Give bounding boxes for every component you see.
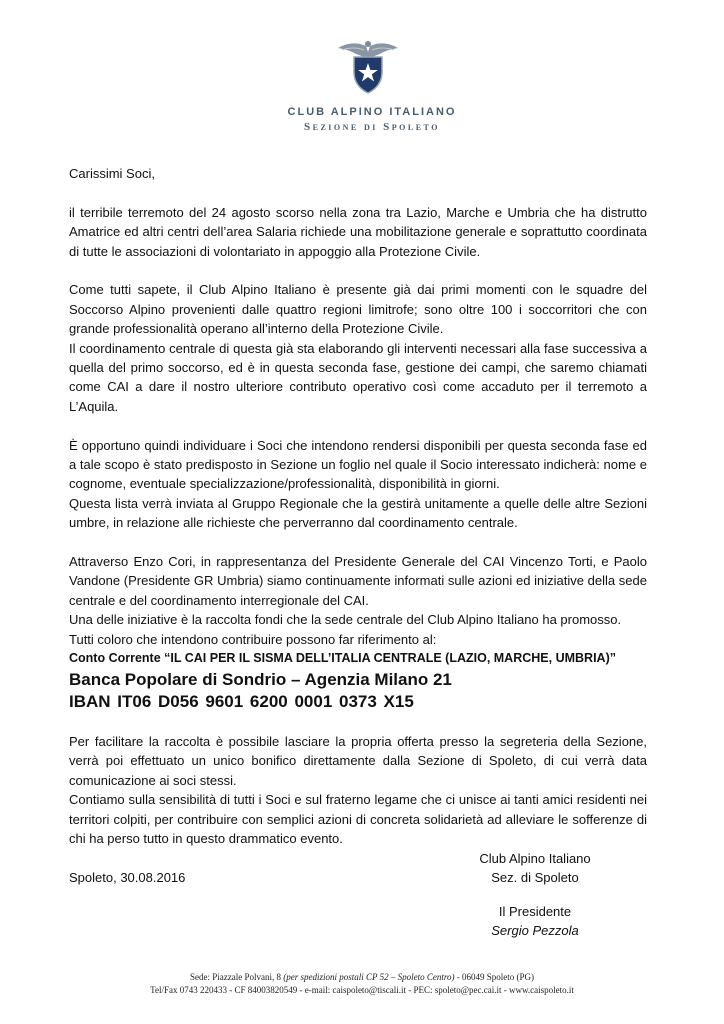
letter-body <box>69 164 647 887</box>
signature-section: Sez. di Spoleto <box>491 870 579 885</box>
footer <box>0 971 724 997</box>
footer-address: Sede: Piazzale Polvani, 8 (per spedizioni postali CP 52 – Spoleto Centro) - 06049 Spoleto (PG) <box>190 972 534 982</box>
bank-name: Banca Popolare di Sondrio – Agenzia Milano 21 <box>69 669 452 689</box>
paragraph-fundraising: Una delle iniziative è la raccolta fondi che la sede centrale del Club Alpino Italiano ha promosso. <box>69 612 622 628</box>
signature-role: Il Presidente <box>498 904 572 919</box>
cai-logo-icon <box>336 38 400 96</box>
bank-account-title: Conto Corrente “IL CAI PER IL SISMA DELL’ITALIA CENTRALE (LAZIO, MARCHE, UMBRIA)” <box>69 651 616 666</box>
paragraph-list: Questa lista verrà inviata al Gruppo Regionale che la gestirà unitamente a quelle delle altre Sezioni umbre, in relazione alle richieste che perverranno dal coordinamento centrale. <box>69 495 647 531</box>
organization-section: Sezione di Spoleto <box>304 121 440 133</box>
paragraph-cai-presence: Come tutti sapete, il Club Alpino Italiano è presente già dai primi momenti con le squadre del Soccorso Alpino provenienti dalle quattro regioni limitrofe; sono oltre 100 i soccorritori che con grande professionalità operano all’interno della Protezione Civile. <box>69 282 647 337</box>
paragraph-coordination: Il coordinamento centrale di questa già sta elaborando gli interventi necessari alla fase successiva a quella del primo soccorso, ed è in questa seconda fase, gestione dei campi, che saremo chiamati come CAI a dare il nostro ulteriore contributo operativo così come accaduto per il terremoto a L’Aquila. <box>69 340 647 414</box>
footer-contacts: Tel/Fax 0743 220433 - CF 84003820549 - e-mail: caispoleto@tiscali.it - PEC: spoleto@pec.cai.it - www.caispoleto.it <box>150 985 574 995</box>
paragraph-earthquake: il terribile terremoto del 24 agosto scorso nella zona tra Lazio, Marche e Umbria che ha distrutto Amatrice ed altri centri dell’area Salaria richiede una mobilitazione generale e soprattutto coordinata di tutte le associazioni di volontariato in appoggio alla Protezione Civile. <box>69 204 647 259</box>
paragraph-solidarity: Contiamo sulla sensibilità di tutti i Soci e sul fraterno legame che ci unisce ai tanti amici residenti nei territori colpiti, per contribuire con semplici azioni di concreta solidarietà ad alleviare le sofferenze di chi ha perso tutto in questo drammatico evento. <box>69 792 647 846</box>
paragraph-reference: Tutti coloro che intendono contribuire possono far riferimento al: <box>69 631 437 647</box>
signature-name: Sergio Pezzola <box>491 923 579 938</box>
paragraph-donation: Per facilitare la raccolta è possibile lasciare la propria offerta presso la segreteria della Sezione, verrà poi effettuato un unico bonifico direttamente dalla Sezione di Spoleto, di cui verrà data comunicazione ai soci stessi. <box>69 733 647 788</box>
organization-name: CLUB ALPINO ITALIANO <box>287 106 457 118</box>
paragraph-volunteers: È opportuno quindi individuare i Soci che intendono rendersi disponibili per questa seconda fase ed a tale scopo è stato predisposto in Sezione un foglio nel quale il Socio interessato indicherà: nome e cognome, eventuale specializzazione/professionalità, disponibilità in giorni. <box>69 437 647 492</box>
iban: IBAN IT06 D056 9601 6200 0001 0373 X15 <box>69 691 414 711</box>
place-date: Spoleto, 30.08.2016 <box>69 869 186 885</box>
paragraph-information: Attraverso Enzo Cori, in rappresentanza del Presidente Generale del CAI Vincenzo Torti, e Paolo Vandone (Presidente GR Umbria) siamo continuamente informati sulle azioni ed iniziative della sede centrale e del coordinamento interregionale del CAI. <box>69 554 647 608</box>
salutation: Carissimi Soci, <box>69 166 155 181</box>
signature-org: Club Alpino Italiano <box>479 851 591 866</box>
